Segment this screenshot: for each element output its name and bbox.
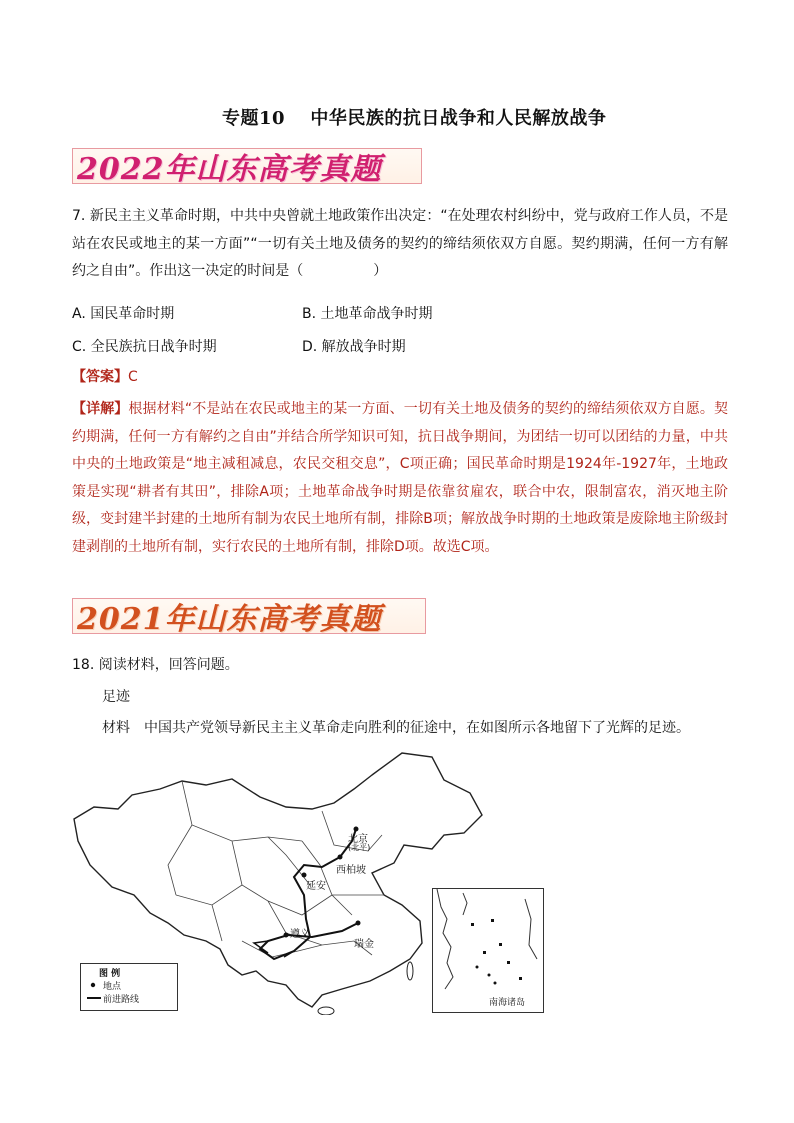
page-title: 专题10 中华民族的抗日战争和人民解放战争 <box>222 108 607 129</box>
map-label-ruijin: 瑞金 <box>354 939 374 950</box>
answer-tag: 【答案】 <box>72 369 128 385</box>
map-label-beijing: 北京 <box>348 834 368 845</box>
map-label-zunyi: 遵义 <box>290 929 310 940</box>
map-label-xibaipo: 西柏坡 <box>336 865 366 876</box>
banner-2021 <box>72 598 426 637</box>
detail-tag: 【详解】 <box>72 401 129 417</box>
detail-text: 根据材料“不是站在农民或地主的某一方面、一切有关土地及债务的契约的缔结须依双方自愿。契约期满，任何一方有解约之自由”并结合所学知识可知，抗日战争期间，为团结一切可以团结的力量，中共中央的土地政策是“地主减租减息，农民交租交息”，C项正确；国民革命时期是1924年-1927年，土地政策是实现“耕者有其田”，排除A项；土地革命战争时期是依靠贫雇农，联合中农，限制富农，消灭地主阶级，变封建半封建的土地所有制为农民土地所有制，排除B项；解放战争时期的土地政策是废除地主阶级封建剥削的土地所有制，实行农民的土地所有制，排除D项。故选C项。 <box>72 401 728 555</box>
legend-place: 地点 <box>103 982 122 992</box>
inset-label: 南海诸岛 <box>489 998 526 1008</box>
banner-2021-text: 2021年山东高考真题 <box>77 602 382 637</box>
inset-map <box>433 889 543 1012</box>
option-b: B. 土地革命战争时期 <box>302 306 433 322</box>
question-7-stem: 7. 新民主主义革命时期，中共中央曾就土地政策作出决定：“在处理农村纠纷中，党与政府工作人员，不是站在农民或地主的某一方面”“一切有关土地及债务的契约的缔结须依双方自愿。契约期满，任何一方有解约之自由”。作出这一决定的时间是（ ） <box>72 208 728 279</box>
map-label-yanan: 延安 <box>306 881 326 892</box>
option-d: D. 解放战争时期 <box>302 339 406 355</box>
answer-line <box>72 366 138 386</box>
legend-route: 前进路线 <box>103 995 140 1005</box>
detail-explanation <box>72 396 728 562</box>
south-china-sea-inset <box>432 888 544 1013</box>
legend-title: 图 例 <box>99 969 121 979</box>
option-a: A. 国民革命时期 <box>72 306 175 322</box>
map-legend <box>80 963 178 1011</box>
question-18-stem: 18. 阅读材料，回答问题。 <box>72 657 239 673</box>
banner-2022 <box>72 148 422 187</box>
question-18-material: 材料 中国共产党领导新民主主义革命走向胜利的征途中，在如图所示各地留下了光辉的足迹。 <box>102 720 690 736</box>
map-label-beiping: (北平) <box>348 843 371 852</box>
option-c: C. 全民族抗日战争时期 <box>72 339 217 355</box>
question-18-subtitle: 足迹 <box>102 689 130 705</box>
answer-value: C <box>128 369 138 385</box>
banner-2022-text: 2022年山东高考真题 <box>77 152 382 187</box>
